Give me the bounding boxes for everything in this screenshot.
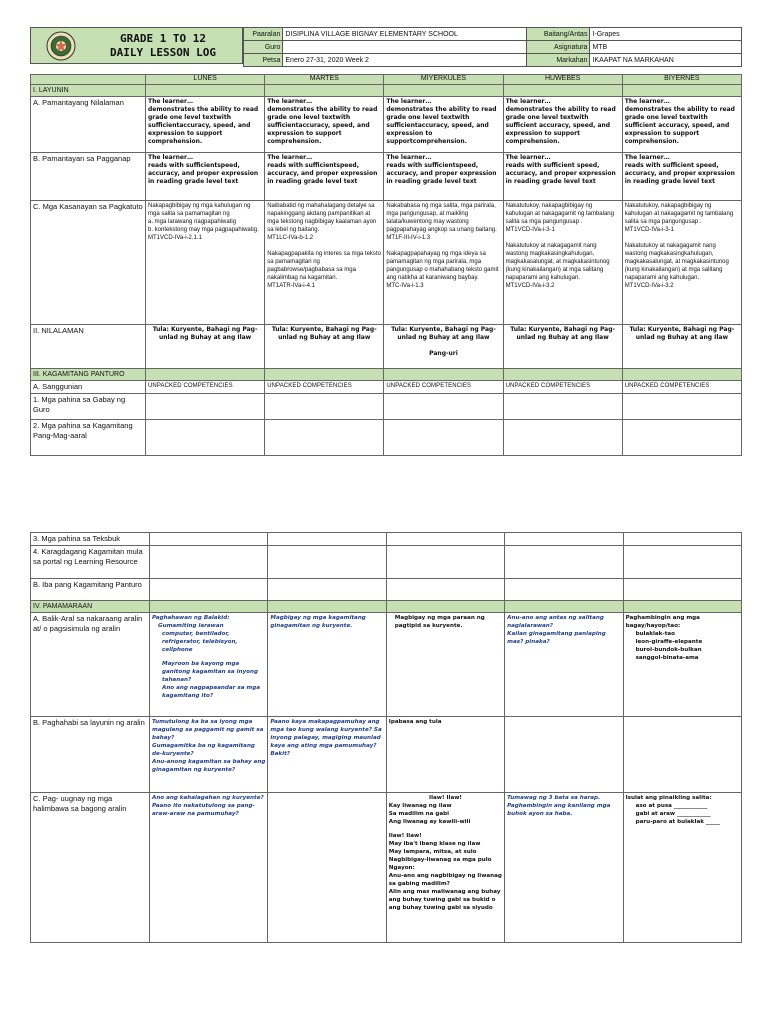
balik-lunes-line: Gumamiting larawan [158,623,224,629]
cell-pagganap-lunes: The learner… reads with sufficientspeed, accuracy, and proper expression in reading grade level text [146,153,265,201]
paghahabi-lunes-line: Gumagamitka ba ng kagamitang de-kuryente? [152,743,255,757]
table-row [31,381,742,394]
balik-huwebes-line: Kailan ginagamitang panlaping mas? pinaka? [507,631,606,645]
pag-uugnay-biyernes-line: aso at pusa ____________ [635,803,708,809]
asignatura-label: Asignatura [526,41,590,54]
row-label-kasanayan: C. Mga Kasanayan sa Pagkatuto [31,201,146,325]
document-title [83,32,243,60]
cell-balik-miyerkules [386,613,504,717]
row-label-kagamitang-mag-aaral: 2. Mga pahina sa Kagamitang Pang-Mag-aaral [31,420,146,456]
cell-pag-uugnay-biyernes [623,793,741,943]
balik-biyernes-line: sanggol-binata-ama [635,655,699,661]
guro-label: Guro [244,41,283,54]
cell-pag-uugnay-miyerkules [386,793,504,943]
poem-line: Nagbibigay-liwanag sa mga pulo [388,857,492,863]
cell-kasanayan-martes: Naibabatid ng mahahalagang detalye sa napakinggang akdang pampanitikan at mga tekstong nagbibigay kaalaman ayon sa lebel ng baitang. MT1LC-IVa-b-1.2 Nakapagpapakita ng interes sa mga teksto sa pamamagitan ng pagbabrowse/pagbabasa sa mga nakalimbag na kagamitan. MT1ATR-IVa-i-4.1 [265,201,384,325]
cell-pamantayang-lunes: The learner… demonstrates the ability to read grade one level textwith sufficientaccuracy, speed, and expression to support comprehension. [146,97,265,153]
header-logo-box [30,27,243,64]
table-row [31,546,742,579]
table-row [31,579,742,601]
pag-uugnay-biyernes-line: Isulat ang pinaikling salita: [625,795,712,801]
row-label-pag-uugnay: C. Pag- uugnay ng mga halimbawa sa bagong aralin [31,793,150,943]
section-kagamitan: III. KAGAMITANG PANTURO [31,369,146,381]
cell-pag-uugnay-martes [268,793,386,943]
cell-balik-martes [268,613,386,717]
section-row-kagamitan [31,369,742,381]
row-label-iba-pang-kagamitan: B. Iba pang Kagamitang Panturo [31,579,150,601]
cell-balik-huwebes [505,613,623,717]
cell-nilalaman-huwebes: Tula: Kuryente, Bahagi ng Pag-unlad ng Buhay at ang Ilaw [503,325,622,369]
cell-pag-uugnay-huwebes [505,793,623,943]
table-row [31,325,742,369]
table-row [31,394,742,420]
balik-biyernes-line: bulaklak-tao [635,631,675,637]
deped-seal-icon [46,31,76,61]
cell-kasanayan-huwebes: Nakatutukoy, nakapagbibigay ng kahulugan at nakagagamit ng tambalang salita sa mga pangungusap . MT1VCD-IVa-i-3-1 Nakatutukoy at nakagagamit nang wastong magkakasingkahulugan, magkakasalungat, at magkakasintunog (kung kinakailangan) at mga salitang napaparami ang kahulugan. MT1VCD-IVa-i-3.2 [503,201,622,325]
day-miyerkules: MIYERKULES [384,75,503,85]
table-row [31,153,742,201]
balik-lunes-line: Mayroon ba kayong mga ganitong kagamitan sa inyong tahanan? [162,661,258,683]
row-label-sanggunian: A. Sanggunian [31,381,146,394]
balik-miyerkules-line: Magbigay ng mga paraan ng pagtipid sa kuryente. [394,615,485,629]
poem-line: Alin ang mas maliwanag ang buhay ang buhay tuwing gabi sa bukid o ang buhay tuwing gabi sa siyudo [388,889,501,911]
lesson-log-table-continued [30,532,742,943]
section-nilalaman: II. NILALAMAN [31,325,146,369]
day-lunes: LUNES [146,75,265,85]
cell-pag-uugnay-lunes [150,793,268,943]
balik-lunes-line: computer, bentilador, refrigerator, telebisyon, cellphone [162,631,238,653]
cell-kasanayan-biyernes: Nakatutukoy, nakapagbibigay ng kahulugan at nakagagamit ng tambalang salita sa mga pangungusap . MT1VCD-IVa-i-3-1 Nakatutukoy at nakagagamit nang wastong magkakasingkahulugan, magkakasalungat, at magkakasintunog (kung kinakailangan) at mga salitang napaparami ang kahulugan. MT1VCD-IVa-i-3.2 [622,201,741,325]
school-info-table [243,27,742,67]
cell-pamantayang-miyerkules: The learner… demonstrates the ability to read grade one level textwith sufficientaccuracy, speed, and expression to supportcomprehension. [384,97,503,153]
cell-sanggunian-huwebes: UNPACKED COMPETENCIES [503,381,622,394]
pag-uugnay-lunes-line: Paano ito nakatutulong sa pang-araw-araw na pamumuhay? [152,803,255,817]
table-row [31,717,742,793]
day-martes: MARTES [265,75,384,85]
poem-line: Ilaw! Ilaw! [429,795,462,801]
cell-balik-biyernes [623,613,741,717]
table-row [31,533,742,546]
table-row [31,613,742,717]
paghahabi-miyerkules-line: Ipabasa ang tula [388,719,442,725]
document-header [30,27,742,64]
cell-paghahabi-miyerkules [386,717,504,793]
poem-line: Ngayon: [388,865,415,871]
petsa-label: Petsa [244,54,283,67]
cell-pagganap-huwebes: The learner… reads with sufficient speed, accuracy, and proper expression in reading grade level text [503,153,622,201]
cell-nilalaman-biyernes: Tula: Kuryente, Bahagi ng Pag-unlad ng Buhay at ang Ilaw [622,325,741,369]
day-huwebes: HUWEBES [503,75,622,85]
balik-lunes-line: Ano ang nagpapaandar sa mga kagamitang ito? [162,685,261,699]
markahan-label: Markahan [526,54,590,67]
pag-uugnay-huwebes-line: Tumawag ng 3 bata sa harap. [507,795,601,801]
petsa-value: Enero 27-31, 2020 Week 2 [283,54,526,67]
row-label-karagdagang-kagamitan: 4. Karagdagang Kagamitan mula sa portal ng Learning Resource [31,546,150,579]
baitang-value: I-Grapes [590,28,742,41]
cell-sanggunian-martes: UNPACKED COMPETENCIES [265,381,384,394]
poem-line: Sa madilim na gabi [388,811,450,817]
balik-huwebes-line: Anu-ano ang antas ng salitang naglalarawan? [507,615,604,629]
fill-blank-item: aso at pusa [635,803,672,809]
cell-pagganap-biyernes: The learner… reads with sufficient speed, accuracy, and proper expression in reading grade level text [622,153,741,201]
row-label-pamantayan-pagganap: B. Pamantayan sa Pagganap [31,153,146,201]
section-row-layunin [31,85,742,97]
paghahabi-lunes-line: Anu-anong kagamitan sa bahay ang ginagamitan ng kuryente? [152,759,266,773]
guro-value [283,41,526,54]
daily-lesson-log-page-2 [30,532,742,943]
paaralan-label: Paaralan [244,28,283,41]
cell-paghahabi-lunes [150,717,268,793]
title-line-1: GRADE 1 TO 12 [119,32,207,45]
cell-nilalaman-miyerkules: Tula: Kuryente, Bahagi ng Pag-unlad ng Buhay at ang Ilaw Pang-uri [384,325,503,369]
fill-blank-item: gabi at araw [635,811,676,817]
day-header-row [31,75,742,85]
lesson-log-table [30,74,742,456]
section-pamamaraan: IV. PAMAMARAAN [31,601,150,613]
balik-martes-line: Magbigay ng mga kagamitang ginagamitan ng kuryente. [270,615,366,629]
pag-uugnay-biyernes-line: gabi at araw ____________ [635,811,711,817]
cell-nilalaman-martes: Tula: Kuryente, Bahagi ng Pag-unlad ng Buhay at ang Ilaw [265,325,384,369]
fill-blank-item: paru-paro at bulaklak [635,819,704,825]
cell-paghahabi-biyernes [623,717,741,793]
row-label-teksbuk: 3. Mga pahina sa Teksbuk [31,533,150,546]
poem-line: Kay liwanag ng ilaw [388,803,452,809]
day-biyernes: BIYERNES [622,75,741,85]
table-row [31,793,742,943]
row-label-gabay-guro: 1. Mga pahina sa Gabay ng Guro [31,394,146,420]
cell-nilalaman-lunes: Tula: Kuryente, Bahagi ng Pag-unlad ng Buhay at ang Ilaw [146,325,265,369]
markahan-value: IKAAPAT NA MARKAHAN [590,54,742,67]
asignatura-value: MTB [590,41,742,54]
poem-line: Ang liwanag ay kawili-wili [388,819,471,825]
poem-line: Anu-ano ang nagbibigay ng liwanag sa gabing madilim? [388,873,502,887]
title-line-2: DAILY LESSON LOG [110,46,216,59]
cell-sanggunian-miyerkules: UNPACKED COMPETENCIES [384,381,503,394]
table-row [31,420,742,456]
baitang-label: Baitang/Antas [526,28,590,41]
cell-pagganap-martes: The learner… reads with sufficientspeed, accuracy, and proper expression in reading grade level text [265,153,384,201]
cell-sanggunian-lunes: UNPACKED COMPETENCIES [146,381,265,394]
corner-cell [31,75,146,85]
row-label-pamantayang-nilalaman: A. Pamantayang Nilalaman [31,97,146,153]
pag-uugnay-biyernes-line: paru-paro at bulaklak _____ [635,819,720,825]
poem-line: Ilaw! Ilaw! [388,833,422,839]
balik-biyernes-line: Paghambingin ang mga bagay/hayop/tao: [625,615,700,629]
cell-pamantayang-huwebes: The learner… demonstrates the ability to read grade one level textwith sufficient accuracy, speed, and expression to support comprehension. [503,97,622,153]
cell-kasanayan-lunes: Nakapagbibigay ng mga kahulugan ng mga salita sa pamamagitan ng a. mga larawang nagpapahiwatig b. kontekstong may mga pagpapahiwatig. MT1VCD-IVa-i-2.1.1 [146,201,265,325]
paaralan-value: DISIPLINA VILLAGE BIGNAY ELEMENTARY SCHOOL [283,28,526,41]
paghahabi-lunes-line: Tumutulong ka ba sa iyong mga magulang sa paggamit ng gamit sa bahay? [152,719,264,741]
section-layunin: I. LAYUNIN [31,85,146,97]
row-label-balik-aral: A. Balik-Aral sa nakaraang aralin at/ o pagsisimula ng aralin [31,613,150,717]
cell-kasanayan-miyerkules: Nakababasa ng mga salita, mga parirala, mga pangungusap, at maikling talata/kuwentong may wastong pagpapahayag angkop sa unang baitang. MT1F-III-IV-i-1.3 Nakapagpapahayag ng mga ideya sa pamamagitan ng mga parirala, mga pangungusap o mahahabang teksto gamit ang natikha at karaniwang baybay. MTC-IVa-i-1.3 [384,201,503,325]
pag-uugnay-huwebes-line: Paghambingin ang kanilang mga buhok ayon sa haba. [507,803,611,817]
table-row [31,201,742,325]
cell-pamantayang-biyernes: The learner… demonstrates the ability to read grade one level textwith sufficient accuracy, speed, and expression to support comprehension. [622,97,741,153]
balik-biyernes-line: leon-giraffe-elepante [635,639,703,645]
poem-line: May iba't ibang klase ng ilaw [388,841,481,847]
cell-paghahabi-huwebes [505,717,623,793]
section-row-pamamaraan [31,601,742,613]
poem-line: May lampara, mitsa, at sulo [388,849,477,855]
cell-paghahabi-martes [268,717,386,793]
cell-pagganap-miyerkules: The learner… reads with sufficientspeed, accuracy, and proper expression in reading grade level text [384,153,503,201]
cell-sanggunian-biyernes: UNPACKED COMPETENCIES [622,381,741,394]
cell-balik-lunes [150,613,268,717]
pag-uugnay-lunes-line: Ano ang kahalagahan ng kuryente? [152,795,264,801]
row-label-paghahabi: B. Paghahabi sa layunin ng aralin [31,717,150,793]
balik-biyernes-line: burol-bundok-bulkan [635,647,702,653]
table-row [31,97,742,153]
daily-lesson-log-page-1 [30,27,742,456]
paghahabi-martes-line: Paano kaya makapagpamuhay ang mga tao kung walang kuryente? Sa inyong palagay, magiging maunlad kaya ang ating mga pamumuhay? Bakit? [270,719,382,757]
balik-lunes-line: Paghahawan ng Balakid: [152,615,230,621]
cell-pamantayang-martes: The learner… demonstrates the ability to read grade one level textwith sufficientaccuracy, speed, and expression to support comprehension. [265,97,384,153]
